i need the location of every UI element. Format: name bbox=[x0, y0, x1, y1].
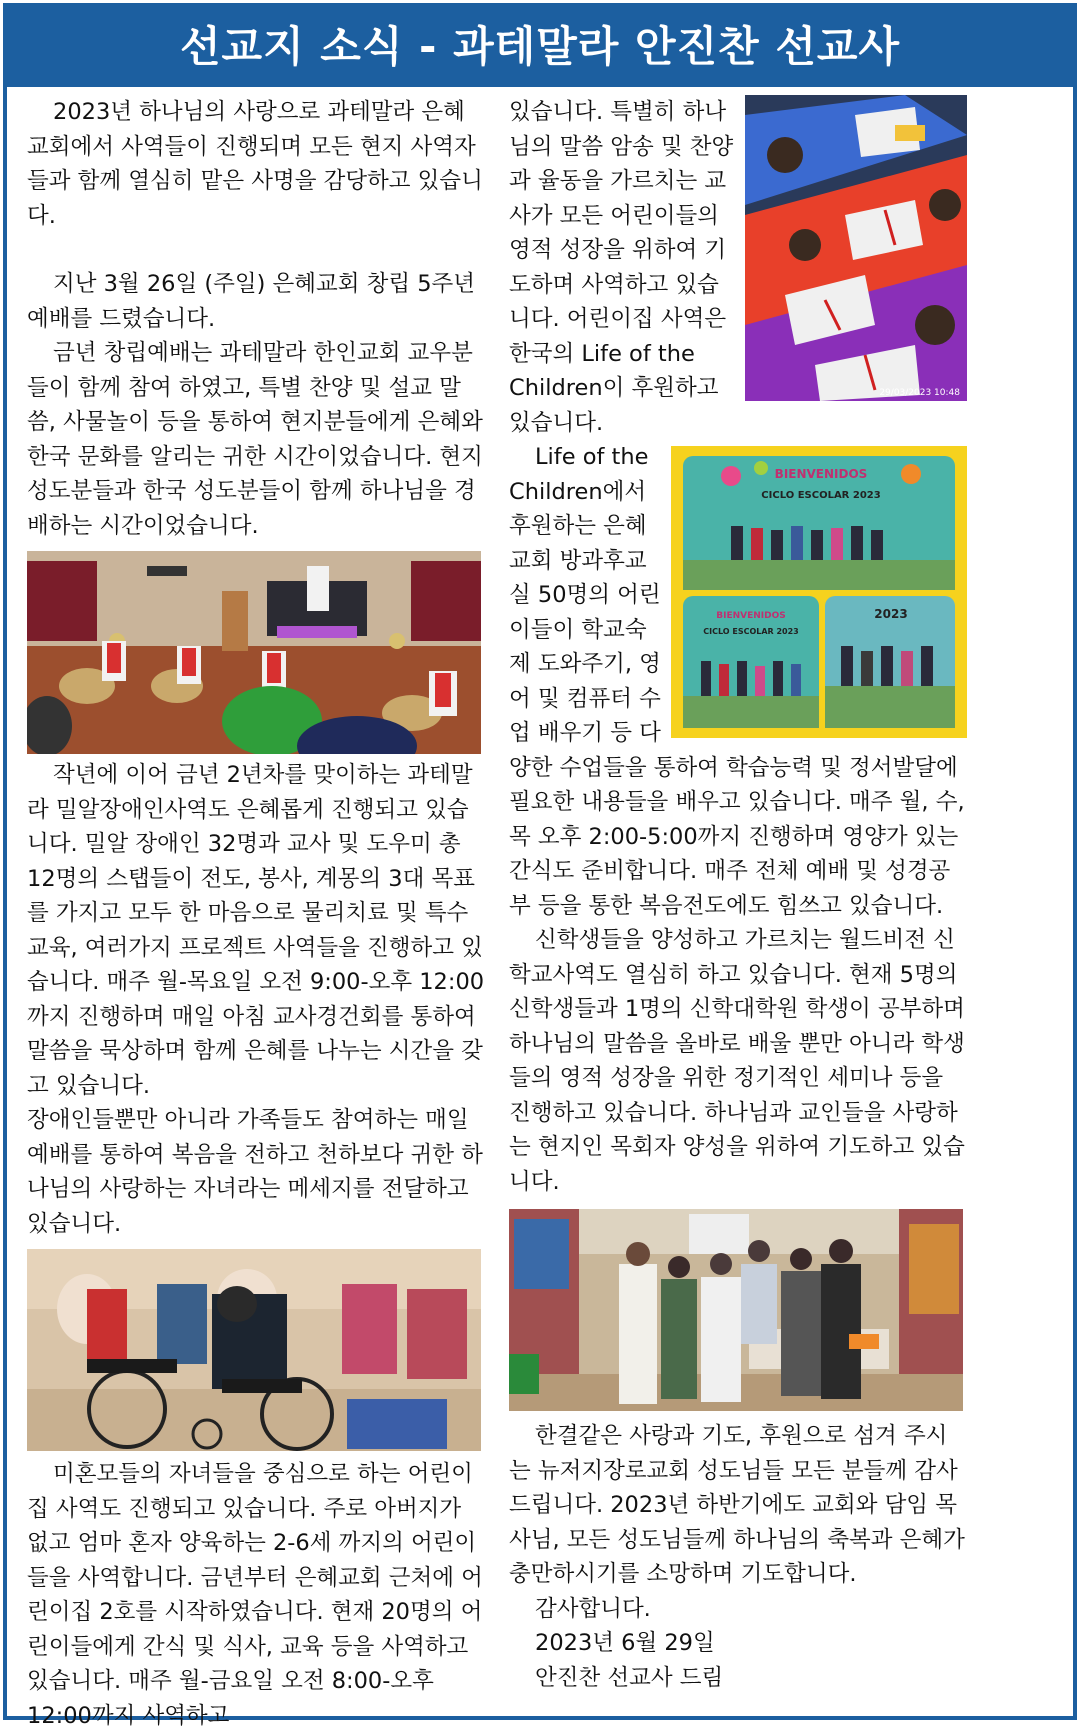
paragraph-anniversary-detail: 금년 창립예배는 과테말라 한인교회 교우분들이 함께 참여 하였고, 특별 찬양 및 설교 말씀, 사물놀이 등을 통하여 현지분들에게 은혜와 한국 문화를 알리는 귀한 시간이었습니다. 현지 성도분들과 한국 성도분들이 함께 하나님을 경배하는 시간이었습니다. bbox=[27, 340, 483, 539]
photo-timestamp: 29/03/2023 10:48 bbox=[879, 388, 960, 398]
photo-anniversary-samulnori bbox=[27, 551, 481, 754]
paragraph-afterschool: Life of the Children에서 후원하는 은혜교회 방과후교실 50명의 어린이들이 학교숙제 도와주기, 영어 및 컴퓨터 수업 배우기 등 다양한 수업들을 통하여 학습능력 및 정서발달에 필요한 내용들을 배우고 있습니다. 매주 월, 수, 목 오후 2:00-5:00까지 진행하며 영양가 있는 간식도 준비합니다. 매주 전체 예배 및 성경공부 등을 통한 복음전도에도 힘쓰고 있습니다. bbox=[509, 444, 965, 919]
closing-signature: 안진찬 선교사 드림 bbox=[535, 1664, 724, 1691]
banner-text-3: 2023 bbox=[874, 607, 908, 621]
left-column bbox=[27, 95, 485, 1733]
paragraph-milal-worship: 장애인들뿐만 아니라 가족들도 참여하는 매일 예배를 통하여 복음을 전하고 천하보다 귀한 하나님의 사랑하는 자녀라는 메세지를 전달하고 있습니다. bbox=[27, 1107, 483, 1237]
banner-sub-1: CICLO ESCOLAR 2023 bbox=[761, 490, 881, 501]
photo-milal-wheelchairs bbox=[27, 1249, 481, 1451]
photo-seminary-group bbox=[509, 1209, 963, 1411]
banner-text-2: BIENVENIDOS bbox=[716, 611, 786, 621]
right-column bbox=[509, 95, 967, 1695]
paragraph-milal: 작년에 이어 금년 2년차를 맞이하는 과테말라 밀알장애인사역도 은혜롭게 진행되고 있습니다. 밀알 장애인 32명과 교사 및 도우미 총 12명의 스탭들이 전도, 봉사, 계몽의 3대 목표를 가지고 모두 한 마음으로 물리치료 및 특수교육, 여러가지 프로젝트 사역들을 진행하고 있습니다. 매주 월-목요일 오전 9:00-오후 12:00까지 진행하며 매일 아침 교사경건회를 통하여 말씀을 묵상하며 함께 은혜를 나누는 시간을 갖고 있습니다. bbox=[27, 762, 485, 1099]
paragraph-seminary: 신학생들을 양성하고 가르치는 월드비전 신학교사역도 열심히 하고 있습니다. 현재 5명의 신학생들과 1명의 신학대학원 학생이 공부하며 하나님의 말씀을 올바로 배울 뿐만 아니라 학생들의 영적 성장을 위한 정기적인 세미나 등을 진행하고 있습니다. 하나님과 교인들을 사랑하는 현지인 목회자 양성을 위하여 기도하고 있습니다. bbox=[509, 927, 965, 1195]
photo-afterschool-collage bbox=[671, 446, 967, 738]
paragraph-thanks: 한결같은 사랑과 기도, 후원으로 섬겨 주시는 뉴저지장로교회 성도님들 모든 분들께 감사 드립니다. 2023년 하반기에도 교회와 담임 목사님, 모든 성도님들께 하나님의 축복과 은혜가 충만하시기를 소망하며 기도합니다. bbox=[509, 1423, 965, 1587]
newsletter-page bbox=[3, 3, 1077, 1729]
banner-sub-2: CICLO ESCOLAR 2023 bbox=[703, 627, 799, 636]
paragraph-daycare: 미혼모들의 자녀들을 중심으로 하는 어린이집 사역도 진행되고 있습니다. 주로 아버지가 없고 엄마 혼자 양육하는 2-6세 까지의 어린이들을 사역합니다. 금년부터 은혜교회 근처에 어린이집 2호를 시작하였습니다. 현재 20명의 어린이들에게 간식 및 식사, 교육 등을 사역하고 있습니다. 매주 월-금요일 오전 8:00-오후 12:00까지 사역하고 bbox=[27, 1461, 483, 1729]
closing-date: 2023년 6월 29일 bbox=[535, 1630, 715, 1656]
photo-children-drawing bbox=[745, 95, 967, 401]
banner-text-1: BIENVENIDOS bbox=[774, 467, 868, 481]
page-title: 선교지 소식 - 과테말라 안진찬 선교사 bbox=[7, 7, 1073, 87]
paragraph-anniversary: 지난 3월 26일 (주일) 은혜교회 창립 5주년 예배를 드렸습니다. bbox=[27, 271, 476, 332]
closing-thanks: 감사합니다. bbox=[535, 1595, 651, 1622]
paragraph-daycare-cont: 있습니다. 특별히 하나님의 말씀 암송 및 찬양과 율동을 가르치는 교사가 모든 어린이들의 영적 성장을 위하여 기도하며 사역하고 있습니다. 어린이집 사역은 한국의 Life of the Children이 후원하고 있습니다. bbox=[509, 99, 734, 436]
paragraph-intro: 2023년 하나님의 사랑으로 과테말라 은혜교회에서 사역들이 진행되며 모든 현지 사역자들과 함께 열심히 맡은 사명을 감당하고 있습니다. bbox=[27, 99, 483, 229]
